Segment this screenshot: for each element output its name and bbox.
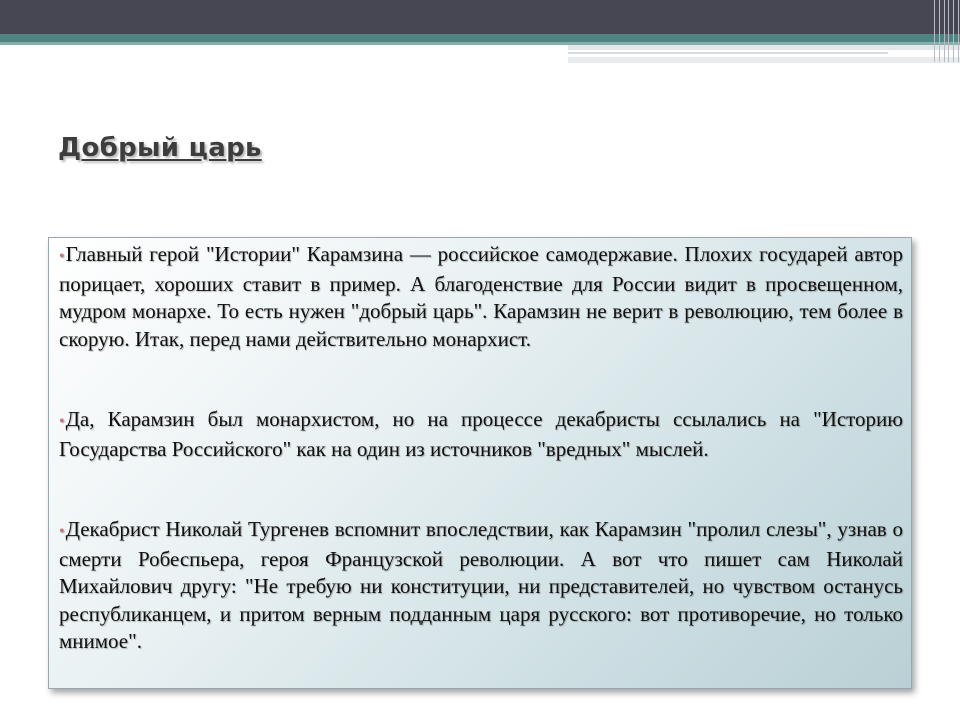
paragraph-text: Главный герой "Истории" Карамзина — российское самодержавие. Плохих государей автор порицает, хороших ставит в пример. А благоденствие для России видит в просвещенном, мудром монархе. То есть нужен "добрый царь". Карамзин не верит в революцию, тем более в скорую. Итак, перед нами действительно монархист.: [59, 242, 903, 351]
decorative-stripe: [568, 52, 888, 54]
top-decorative-band: [0, 0, 960, 34]
slide-title: Добрый царь: [58, 133, 262, 163]
decorative-stripe: [568, 57, 960, 63]
bullet-icon: •: [59, 523, 65, 540]
bullet-icon: •: [59, 413, 65, 430]
top-accent-stripe: [0, 34, 960, 42]
paragraph: [59, 241, 903, 353]
content-text-box: [48, 237, 912, 689]
decorative-vertical-lines: [930, 0, 960, 62]
paragraph-text: Декабрист Николай Тургенев вспомнит впоследствии, как Карамзин "пролил слезы", узнав о смерти Робеспьера, героя Французской революции. А вот что пишет сам Николай Михайлович другу: "Не требую ни конституции, ни представителей, но чувством останусь республиканцем, и притом верным подданным царя русского: вот противоречие, но только мнимое".: [59, 517, 903, 653]
paragraph: [59, 406, 903, 463]
paragraph: [59, 516, 903, 656]
paragraph-text: Да, Карамзин был монархистом, но на процессе декабристы ссылались на "Историю Государства Российского" как на один из источников "вредных" мыслей.: [59, 407, 903, 461]
decorative-stripe: [568, 45, 960, 50]
bullet-icon: •: [59, 248, 65, 265]
